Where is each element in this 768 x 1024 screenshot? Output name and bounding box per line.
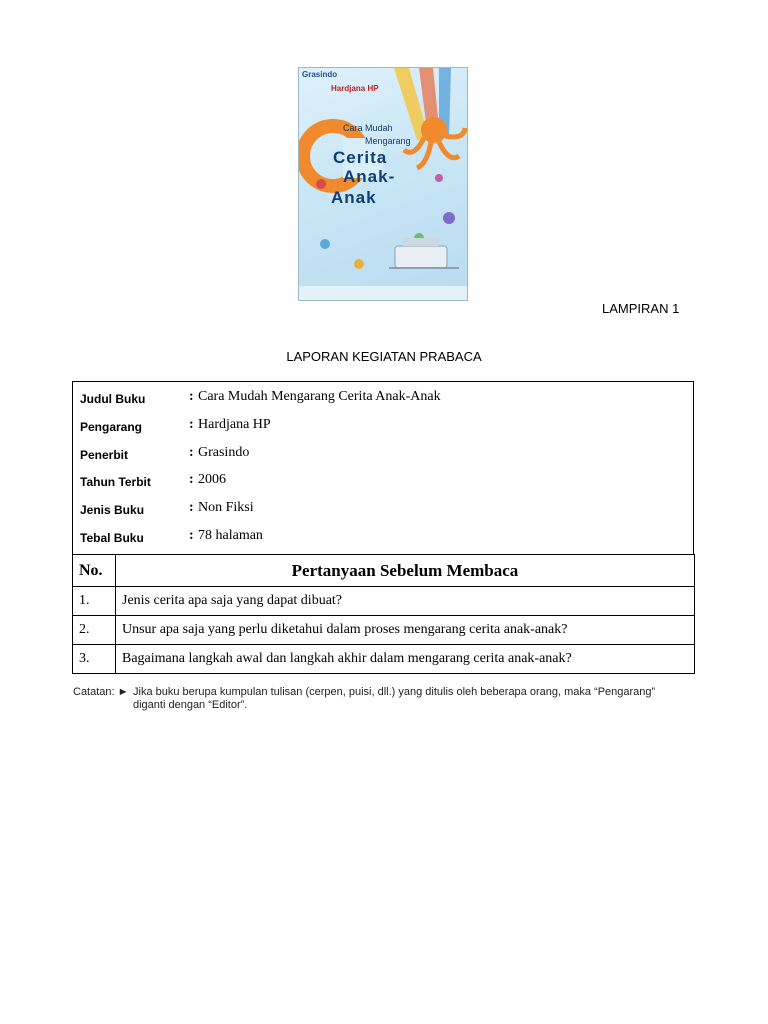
note-prefix: Catatan: ► (73, 686, 129, 698)
cover-title-line2: Anak- (343, 167, 396, 186)
table-row (73, 616, 695, 645)
info-label: Jenis Buku (80, 503, 145, 517)
info-colon: : (189, 472, 194, 487)
book-cover-image (299, 68, 467, 300)
cover-publisher: Grasindo (302, 70, 338, 79)
questions-table (72, 554, 695, 674)
info-value: 78 halaman (198, 528, 263, 543)
question-number: 1. (73, 587, 116, 616)
header-question: Pertanyaan Sebelum Membaca (116, 555, 695, 587)
table-row (73, 645, 695, 674)
info-value: Non Fiksi (198, 500, 254, 515)
note-text-line1: Jika buku berupa kumpulan tulisan (cerpen, puisi, dll.) yang ditulis oleh beberapa orang, maka “Pengarang” (133, 686, 656, 698)
info-row-type (80, 500, 680, 520)
info-row-year (80, 472, 680, 492)
info-colon: : (189, 445, 194, 460)
table-header-row (73, 555, 695, 587)
info-value: Grasindo (198, 445, 250, 460)
question-text: Bagaimana langkah awal dan langkah akhir dalam mengarang cerita anak-anak? (116, 645, 695, 674)
table-row (73, 587, 695, 616)
info-value: Cara Mudah Mengarang Cerita Anak-Anak (198, 389, 441, 404)
cover-title-line3: Anak (331, 188, 377, 207)
info-colon: : (189, 389, 194, 404)
info-value: Hardjana HP (198, 417, 271, 432)
info-row-publisher (80, 445, 680, 465)
question-text: Jenis cerita apa saja yang dapat dibuat? (116, 587, 695, 616)
cover-subtitle-line1: Cara Mudah (343, 123, 393, 133)
info-label: Tahun Terbit (80, 475, 151, 489)
note-text-line2: diganti dengan “Editor”. (133, 699, 248, 711)
question-text: Unsur apa saja yang perlu diketahui dalam proses mengarang cerita anak-anak? (116, 616, 695, 645)
info-value: 2006 (198, 472, 226, 487)
info-label: Pengarang (80, 420, 143, 434)
info-row-title (80, 389, 680, 409)
question-number: 3. (73, 645, 116, 674)
cover-author: Hardjana HP (331, 84, 379, 93)
book-info-box (72, 381, 694, 554)
info-colon: : (189, 500, 194, 515)
question-number: 2. (73, 616, 116, 645)
page-title: LAPORAN KEGIATAN PRABACA (286, 349, 482, 364)
info-row-pages (80, 528, 680, 548)
info-row-author (80, 417, 680, 437)
info-label: Tebal Buku (80, 531, 144, 545)
info-label: Judul Buku (80, 392, 146, 406)
info-label: Penerbit (80, 448, 129, 462)
info-colon: : (189, 528, 194, 543)
cover-title-line1: Cerita (333, 148, 388, 167)
cover-subtitle-line2: Mengarang (365, 136, 411, 146)
header-number: No. (73, 555, 116, 587)
info-colon: : (189, 417, 194, 432)
appendix-label: LAMPIRAN 1 (602, 301, 680, 316)
